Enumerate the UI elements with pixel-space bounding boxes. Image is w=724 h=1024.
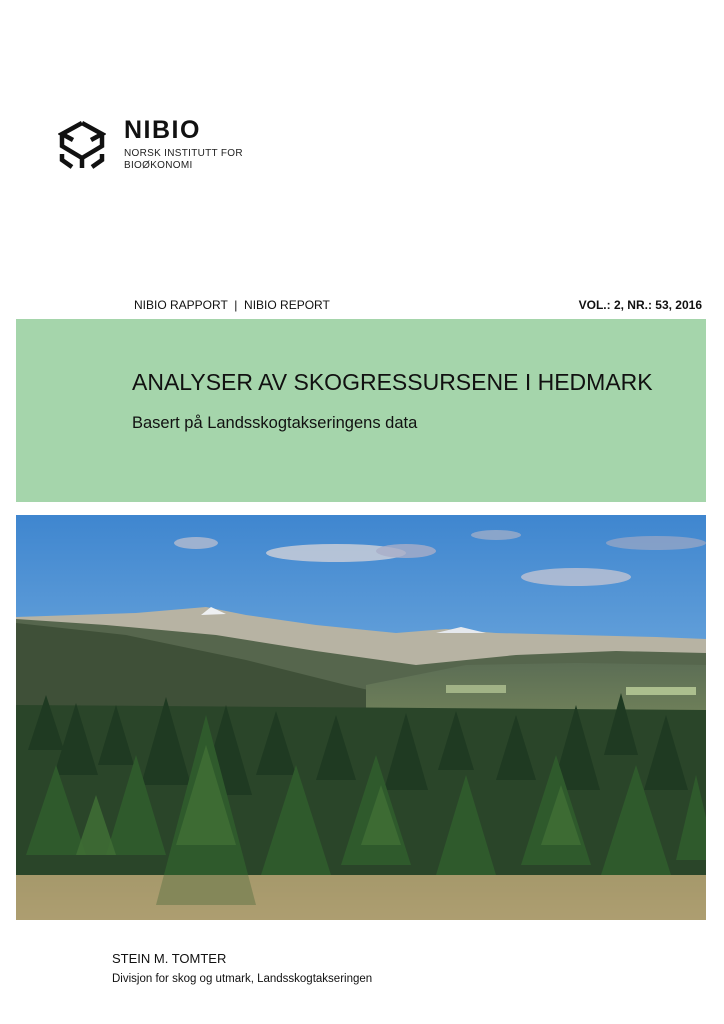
author-name: STEIN M. TOMTER [112,951,227,966]
report-subtitle: Basert på Landsskogtakseringens data [132,414,418,432]
cover-photo [16,515,706,920]
nibio-logo [58,116,243,178]
title-band [16,319,706,502]
report-series: NIBIO RAPPORT | NIBIO REPORT [134,298,330,312]
logo-name: NIBIO [124,116,201,144]
logo-subtitle-line1: NORSK INSTITUTT FOR [124,148,243,159]
report-volume: VOL.: 2, NR.: 53, 2016 [578,298,702,312]
logo-subtitle-line2: BIOØKONOMI [124,160,193,171]
nibio-logo-icon [58,120,106,170]
report-title: ANALYSER AV SKOGRESSURSENE I HEDMARK [132,369,653,395]
forest-landscape-image [16,515,706,920]
logo-subtitle [124,148,254,172]
author-affiliation: Divisjon for skog og utmark, Landsskogtakseringen [112,973,373,985]
